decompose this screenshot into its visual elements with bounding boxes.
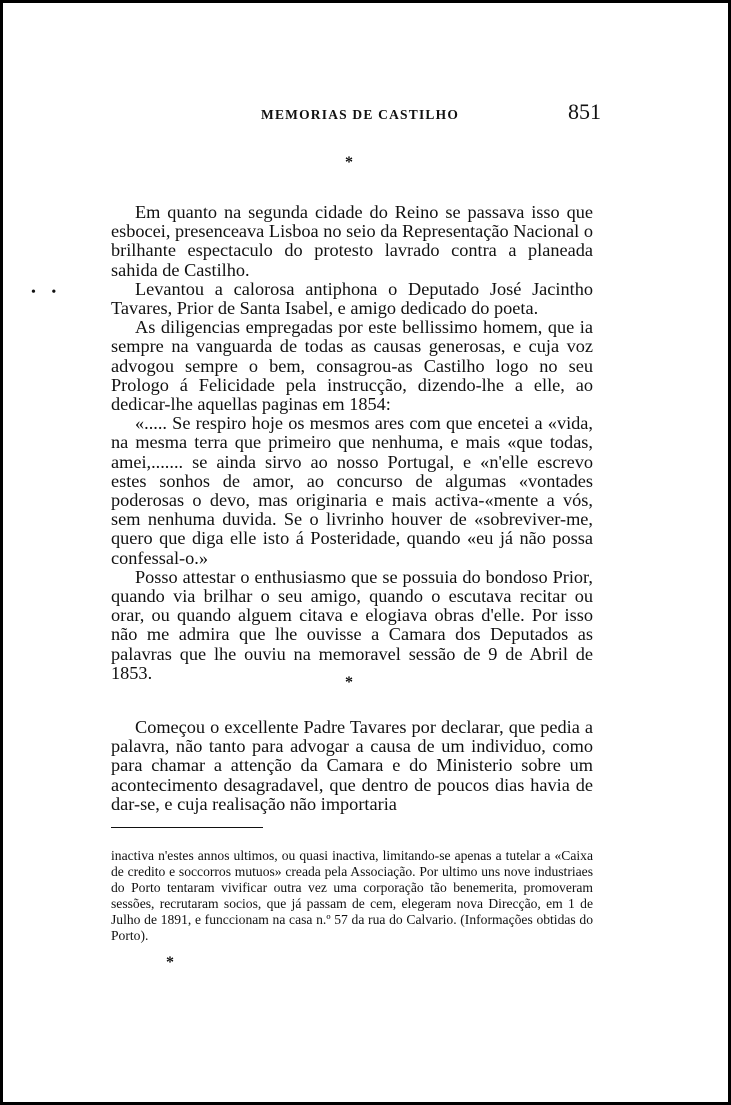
paragraph: As diligencias empregadas por este bellissimo homem, que ia sempre na vanguarda de todas as causas generosas, e cuja voz advogou sempre o bem, consagrou-as Castilho logo no seu Prologo á Felicidade pela instrucção, dizendo-lhe a elle, ao dedicar-lhe aquellas paginas em 1854: <box>111 317 593 415</box>
footnote-text: inactiva n'estes annos ultimos, ou quasi inactiva, limitando-se apenas a tutelar a «Caixa de credito e soccorros mutuos» creada pela Associação. Por ultimo uns nove industriaes do Porto tentaram vivificar outra vez uma corporação tão benemerita, promoveram sessões, recrutaram socios, que já passam de cem, elegeram nova Direcção, em 1 de Julho de 1891, e funccionam na casa n.º 57 da rua do Calvario. (Informações obtidas do Porto). <box>111 848 593 943</box>
running-title: MEMORIAS DE CASTILHO <box>261 107 460 122</box>
section-two-text <box>111 718 593 814</box>
paragraph: Levantou a calorosa antiphona o Deputado José Jacintho Tavares, Prior de Santa Isabel, e amigo dedicado do poeta. <box>111 278 593 319</box>
section-asterisk-bottom: * <box>166 954 174 971</box>
footnote <box>111 848 593 944</box>
paragraph: Posso attestar o enthusiasmo que se possuia do bondoso Prior, quando via brilhar o seu amigo, quando o escutava recitar ou orar, ou quando alguem citava e elogiava obras d'elle. Por isso não me admira que lhe ouvisse a Camara dos Deputados as palavras que lhe ouviu na memoravel sessão de 9 de Abril de 1853. <box>111 566 593 683</box>
section-one-text <box>111 203 593 683</box>
footnote-rule <box>111 827 263 828</box>
section-asterisk-middle: * <box>345 674 353 691</box>
page-number: 851 <box>568 99 601 124</box>
paragraph: Começou o excellente Padre Tavares por declarar, que pedia a palavra, não tanto para advogar a causa de um individuo, como para chamar a attenção da Camara e do Ministerio sobre um acontecimento desagradavel, que dentro de poucos dias havia de dar-se, e cuja realisação não importaria <box>111 717 593 814</box>
page-header <box>261 99 601 127</box>
section-asterisk-top: * <box>345 154 353 171</box>
paragraph: Em quanto na segunda cidade do Reino se passava isso que esbocei, presenceava Lisboa no seio da Representação Nacional o brilhante espectaculo do protesto lavrado contra a planeada sahida de Castilho. <box>111 202 593 280</box>
margin-mark: • • <box>31 285 63 300</box>
quotation: «..... Se respiro hoje os mesmos ares com que encetei a «vida, na mesma terra que primeiro que nenhuma, e mais «que todas, amei,....... se ainda sirvo ao nosso Portugal, e «n'elle escrevo estes sonhos de amor, ao concurso de algumas «vontades poderosas o devo, mas originaria e mais activa-«mente a vós, sem nenhuma duvida. Se o livrinho houver de «sobreviver-me, quero que diga elle isto á Posteridade, quando «eu já não possa confessal-o.» <box>111 413 593 568</box>
